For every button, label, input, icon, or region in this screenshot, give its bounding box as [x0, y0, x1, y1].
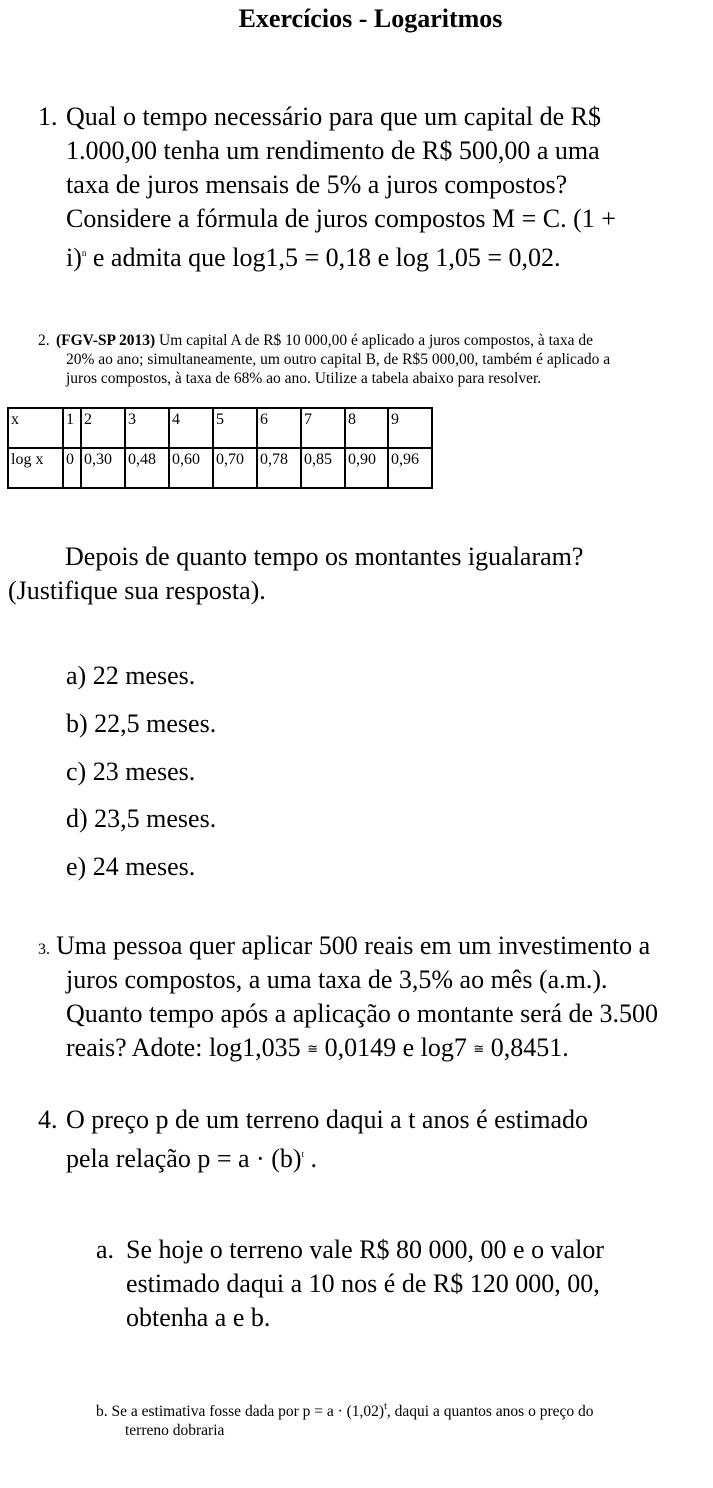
table-cell: 0,60	[169, 448, 213, 488]
table-cell: 0,96	[388, 448, 432, 488]
question-1-number: 1.	[38, 102, 58, 131]
question-3-line: Quanto tempo após a aplicação o montante será de 3.500	[66, 999, 659, 1028]
question-1-line: taxa de juros mensais de 5% a juros compostos?	[66, 170, 568, 199]
question-4a-line: estimado daqui a 10 nos é de R$ 120 000, 00,	[126, 1269, 600, 1298]
table-cell: 0,70	[213, 448, 257, 488]
question-1	[38, 100, 708, 275]
question-1-line: Qual o tempo necessário para que um capital de R$	[66, 102, 601, 131]
question-4a-label: a.	[96, 1235, 115, 1264]
table-cell: 6	[257, 408, 301, 448]
table-cell: 0,78	[257, 448, 301, 488]
approx-symbol: ≅	[307, 1041, 319, 1056]
question-2-number: 2.	[38, 332, 50, 349]
exponent-t: t	[301, 1149, 305, 1159]
approx-symbol: ≅	[473, 1041, 485, 1056]
option-d: d) 23,5 meses.	[66, 804, 217, 833]
question-4a-line: obtenha a e b.	[126, 1303, 271, 1332]
question-4-line	[66, 1137, 708, 1176]
question-4a-line: Se hoje o terreno vale R$ 80 000, 00 e o valor	[126, 1235, 604, 1264]
q4-text: .	[304, 1144, 318, 1173]
exponent-n: n	[81, 248, 87, 258]
table-cell: x	[8, 408, 63, 448]
option-a: a) 22 meses.	[66, 661, 196, 690]
question-4b-line: terreno dobraria	[125, 1422, 225, 1439]
table-cell: log x	[8, 448, 63, 488]
prompt-line: (Justifique sua resposta).	[8, 576, 266, 605]
option-c: c) 23 meses.	[66, 757, 196, 786]
table-cell: 8	[345, 408, 388, 448]
q4b-text: , daqui a quantos anos o preço do	[386, 1403, 594, 1420]
question-1-last-line	[66, 236, 708, 275]
q4-text: pela relação p = a · (b)	[66, 1144, 302, 1173]
question-3	[38, 929, 708, 1066]
question-1-line: 1.000,00 tenha um rendimento de R$ 500,00 a uma	[66, 136, 600, 165]
table-cell: 4	[169, 408, 213, 448]
question-1-line: Considere a fórmula de juros compostos M = C. (1 +	[66, 204, 616, 233]
table-row-x	[8, 408, 432, 448]
question-2-line: juros compostos, à taxa de 68% ao ano. Utilize a tabela abaixo para resolver.	[66, 370, 542, 387]
q3-text: reais? Adote: log1,035	[66, 1033, 308, 1062]
table-cell: 1	[63, 408, 81, 448]
question-1-last-post: e admita que log1,5 = 0,18 e log 1,05 = 0,02.	[86, 243, 561, 272]
table-cell: 9	[388, 408, 432, 448]
table-cell: 0,48	[125, 448, 169, 488]
table-cell: 0,30	[81, 448, 125, 488]
question-3-line: Uma pessoa quer aplicar 500 reais em um investimento a	[56, 931, 651, 960]
question-2-line	[56, 331, 713, 350]
table-cell: 3	[125, 408, 169, 448]
q3-text: 0,0149 e log7	[318, 1033, 474, 1062]
question-4	[38, 1103, 708, 1176]
table-cell: 5	[213, 408, 257, 448]
exponent-t: t	[384, 1401, 387, 1412]
question-4a	[96, 1233, 706, 1335]
question-2	[38, 331, 713, 388]
question-3-number: 3.	[38, 941, 50, 958]
log-table	[7, 407, 433, 489]
question-3-last-line	[66, 1031, 708, 1066]
page-title: Exercícios - Logaritmos	[238, 4, 503, 33]
q4b-text: b. Se a estimativa fosse dada por p = a · (1,02)	[96, 1403, 385, 1420]
table-cell: 2	[81, 408, 125, 448]
question-3-line: juros compostos, a uma taxa de 3,5% ao mês (a.m.).	[66, 965, 608, 994]
table-cell: 0	[63, 448, 81, 488]
question-2-prompt	[8, 540, 708, 608]
option-b: b) 22,5 meses.	[66, 709, 217, 738]
q3-text: 0,8451.	[484, 1033, 569, 1062]
table-row-log	[8, 448, 432, 488]
question-2-line1-rest: Um capital A de R$ 10 000,00 é aplicado a juros compostos, à taxa de	[155, 332, 593, 349]
question-1-last-pre: i)	[66, 243, 82, 272]
question-4-line: O preço p de um terreno daqui a t anos é estimado	[66, 1105, 588, 1134]
question-2-line: 20% ao ano; simultaneamente, um outro capital B, de R$5 000,00, também é aplicado a	[66, 351, 611, 368]
table-cell: 7	[301, 408, 345, 448]
prompt-line: Depois de quanto tempo os montantes igualaram?	[65, 542, 584, 571]
table-cell: 0,85	[301, 448, 345, 488]
option-e: e) 24 meses.	[66, 852, 196, 881]
question-4-number: 4.	[38, 1105, 58, 1134]
question-2-source: (FGV-SP 2013)	[56, 332, 156, 349]
question-4b-line	[96, 1397, 706, 1421]
table-cell: 0,90	[345, 448, 388, 488]
question-4b	[96, 1397, 706, 1440]
